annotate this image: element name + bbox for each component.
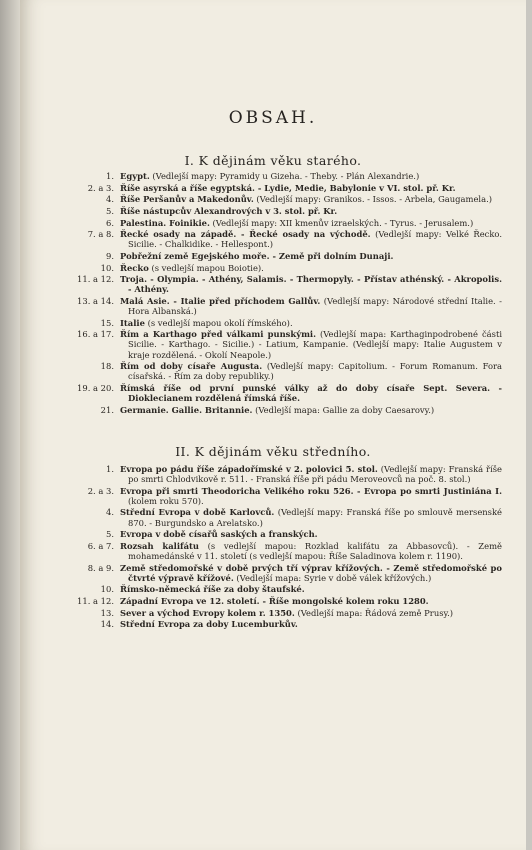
entry-detail: (Vedlejší mapy: Národové střední Italie. - Hora Albanská.) bbox=[128, 295, 502, 317]
toc-entry bbox=[64, 206, 502, 216]
entry-text bbox=[120, 563, 502, 583]
entry-map-title: Říše asyrská a říše egyptská. - Lydie, Medie, Babylonie v VI. stol. př. Kr. bbox=[120, 182, 456, 193]
entry-text bbox=[120, 486, 502, 506]
entry-detail: (s vedlejší mapou okolí římského). bbox=[144, 317, 293, 328]
entry-text bbox=[120, 274, 502, 294]
entry-map-title: Troja. - Olympia. - Athény, Salamis. - Thermopyly. - Přístav athénský. - Akropolis. - Athény. bbox=[120, 274, 502, 295]
entry-detail: (Vedlejší mapy: Franská říše po smlouvě mersenské 870. - Burgundsko a Arelatsko.) bbox=[128, 507, 502, 528]
toc-entry bbox=[64, 251, 502, 261]
entry-number: 21. bbox=[100, 404, 114, 415]
entry-number: 10. bbox=[100, 584, 114, 595]
entry-number: 13. bbox=[100, 607, 114, 618]
toc-entry bbox=[64, 274, 502, 294]
entry-map-title: Pobřežní země Egejského moře. - Země při dolním Dunaji. bbox=[120, 250, 394, 261]
entry-map-title: Střední Evropa za doby Lucemburkův. bbox=[120, 619, 298, 630]
entry-map-title: Evropa po pádu říše západořímské v 2. polovici 5. stol. bbox=[120, 464, 378, 474]
entry-number: 6. a 7. bbox=[87, 540, 114, 551]
entry-map-title: Řecké osady na západě. - Řecké osady na východě. bbox=[120, 229, 371, 240]
entry-detail: (Vedlejší mapa: Gallie za doby Caesarovy.) bbox=[252, 404, 435, 415]
entry-detail: (Vedlejší mapa: Syrie v době válek křížových.) bbox=[233, 572, 432, 583]
entry-text bbox=[120, 541, 502, 561]
entry-map-title: Sever a východ Evropy kolem r. 1350. bbox=[120, 607, 295, 618]
entry-number: 11. a 12. bbox=[77, 274, 114, 285]
toc-entry bbox=[64, 171, 502, 181]
entry-number: 14. bbox=[100, 619, 114, 630]
section-heading-ancient: I. K dějinám věku starého. bbox=[184, 153, 362, 168]
toc-entry bbox=[64, 194, 502, 204]
entry-text bbox=[120, 263, 502, 273]
toc-list-medieval bbox=[64, 464, 502, 631]
entry-number: 4. bbox=[106, 507, 114, 518]
entry-number: 6. bbox=[106, 217, 114, 228]
entry-map-title: Řecko bbox=[120, 262, 149, 273]
toc-entry bbox=[64, 218, 502, 228]
toc-entry bbox=[64, 263, 502, 273]
entry-text bbox=[120, 171, 502, 181]
toc-list-ancient bbox=[64, 171, 502, 416]
toc-entry bbox=[64, 183, 502, 193]
entry-map-title: Evropa v době císařů saských a franských. bbox=[120, 529, 318, 540]
entry-number: 18. bbox=[100, 361, 114, 372]
entry-map-title: Střední Evropa v době Karlovců. bbox=[120, 507, 275, 518]
toc-entry bbox=[64, 486, 502, 506]
entry-map-title: Rozsah kalifátu bbox=[120, 540, 199, 551]
entry-text bbox=[120, 329, 502, 359]
entry-map-title: Římská říše od první punské války až do doby císaře Sept. Severa. - Dioklecianem rozdělená římská říše. bbox=[120, 382, 502, 403]
toc-entry bbox=[64, 329, 502, 359]
page-title: OBSAH. bbox=[228, 108, 318, 128]
entry-detail: (Vedlejší mapy: Franská říše po smrti Chlodvikově r. 511. - Franská říše při pádu Meroveovců na poč. 8. stol.) bbox=[128, 464, 502, 485]
entry-text bbox=[120, 405, 502, 415]
entry-text bbox=[120, 251, 502, 261]
page-spine bbox=[0, 0, 20, 850]
entry-number: 4. bbox=[106, 194, 114, 205]
toc-entry bbox=[64, 229, 502, 249]
entry-number: 16. a 17. bbox=[77, 329, 114, 340]
toc-entry bbox=[64, 584, 502, 594]
entry-detail: (Vedlejší mapy: XII kmenův izraelských. - Tyrus. - Jerusalem.) bbox=[209, 217, 474, 228]
entry-number: 1. bbox=[106, 464, 114, 474]
entry-map-title: Západní Evropa ve 12. století. - Říše mongolské kolem roku 1280. bbox=[120, 595, 429, 606]
entry-text bbox=[120, 596, 502, 606]
entry-map-title: Říše Peršanův a Makedonův. bbox=[120, 194, 254, 205]
toc-entry bbox=[64, 541, 502, 561]
toc-entry bbox=[64, 318, 502, 328]
entry-number: 19. a 20. bbox=[77, 382, 114, 393]
entry-text bbox=[120, 296, 502, 316]
toc-entry bbox=[64, 296, 502, 316]
entry-number: 13. a 14. bbox=[77, 295, 114, 306]
entry-detail: (Vedlejší mapy: Velké Řecko. Sicilie. - Chalkidike. - Hellespont.) bbox=[128, 229, 502, 250]
entry-detail: (s vedlejší mapou Boiotie). bbox=[148, 262, 264, 273]
entry-map-title: Evropa při smrti Theodoricha Velikého roku 526. - Evropa po smrti Justiniána I. bbox=[120, 485, 502, 496]
entry-detail: (s vedlejší mapou: Rozklad kalifátu za Abbasovců). - Země mohamedánské v 11. století (s vedlejší mapou: Říše Saladinova kolem r. 1190). bbox=[128, 540, 502, 561]
entry-map-title: Řím a Karthago před válkami punskými. bbox=[120, 329, 317, 340]
toc-entry bbox=[64, 529, 502, 539]
entry-text bbox=[120, 529, 502, 539]
entry-text bbox=[120, 229, 502, 249]
toc-entry bbox=[64, 619, 502, 629]
entry-detail: (Vedlejší mapa: Karthaginpodrobené části Sicilie. - Karthago. - Sicilie.) - Latium, Kampanie. (Vedlejší mapy: Italie Augustem v kraje rozdělená. - Okolí Neapole.) bbox=[128, 329, 502, 360]
entry-number: 2. a 3. bbox=[87, 485, 114, 496]
entry-number: 8. a 9. bbox=[87, 562, 114, 573]
entry-text bbox=[120, 183, 502, 193]
entry-number: 11. a 12. bbox=[77, 595, 114, 606]
entry-detail: (Vedlejší mapa: Řádová země Prusy.) bbox=[294, 607, 454, 618]
entry-number: 5. bbox=[106, 529, 114, 540]
entry-map-title: Egypt. bbox=[120, 171, 150, 181]
entry-number: 15. bbox=[100, 317, 114, 328]
entry-text bbox=[120, 194, 502, 204]
document-page bbox=[20, 0, 526, 850]
entry-map-title: Země středomořské v době prvých tří výprav křížových. - Země středomořské po čtvrté výpravě křížové. bbox=[120, 562, 502, 583]
toc-entry bbox=[64, 596, 502, 606]
entry-number: 2. a 3. bbox=[87, 182, 114, 193]
entry-detail: (Vedlejší mapy: Capitolium. - Forum Romanum. Fora císařská. - Řím za doby republiky.) bbox=[128, 361, 502, 382]
toc-entry bbox=[64, 507, 502, 527]
entry-map-title: Řím od doby císaře Augusta. bbox=[120, 361, 263, 372]
toc-entry bbox=[64, 405, 502, 415]
entry-detail: (Vedlejší mapy: Pyramidy u Gizeha. - Theby. - Plán Alexandrie.) bbox=[149, 171, 420, 181]
entry-detail: (Vedlejší mapy: Granikos. - Issos. - Arbela, Gaugamela.) bbox=[253, 194, 493, 205]
toc-entry bbox=[64, 563, 502, 583]
entry-text bbox=[120, 507, 502, 527]
entry-number: 5. bbox=[106, 205, 114, 216]
entry-text bbox=[120, 464, 502, 484]
entry-detail: (kolem roku 570). bbox=[128, 495, 204, 506]
section-heading-medieval: II. K dějinám věku středního. bbox=[175, 444, 371, 459]
entry-text bbox=[120, 218, 502, 228]
toc-entry bbox=[64, 608, 502, 618]
entry-number: 7. a 8. bbox=[87, 229, 114, 240]
entry-text bbox=[120, 584, 502, 594]
entry-number: 1. bbox=[106, 171, 114, 181]
entry-text bbox=[120, 318, 502, 328]
entry-text bbox=[120, 361, 502, 381]
entry-text bbox=[120, 608, 502, 618]
entry-map-title: Germanie. Gallie. Britannie. bbox=[120, 404, 253, 415]
entry-number: 9. bbox=[106, 250, 114, 261]
entry-map-title: Palestina. Foinikie. bbox=[120, 217, 210, 228]
entry-map-title: Římsko-německá říše za doby štaufské. bbox=[120, 584, 305, 595]
entry-map-title: Malá Asie. - Italie před příchodem Gallův. bbox=[120, 295, 321, 306]
entry-text bbox=[120, 619, 502, 629]
entry-text bbox=[120, 383, 502, 403]
toc-entry bbox=[64, 464, 502, 484]
entry-number: 10. bbox=[100, 262, 114, 273]
toc-entry bbox=[64, 383, 502, 403]
entry-text bbox=[120, 206, 502, 216]
entry-map-title: Říše nástupcův Alexandrových v 3. stol. př. Kr. bbox=[120, 205, 338, 216]
toc-entry bbox=[64, 361, 502, 381]
entry-map-title: Italie bbox=[120, 317, 145, 328]
